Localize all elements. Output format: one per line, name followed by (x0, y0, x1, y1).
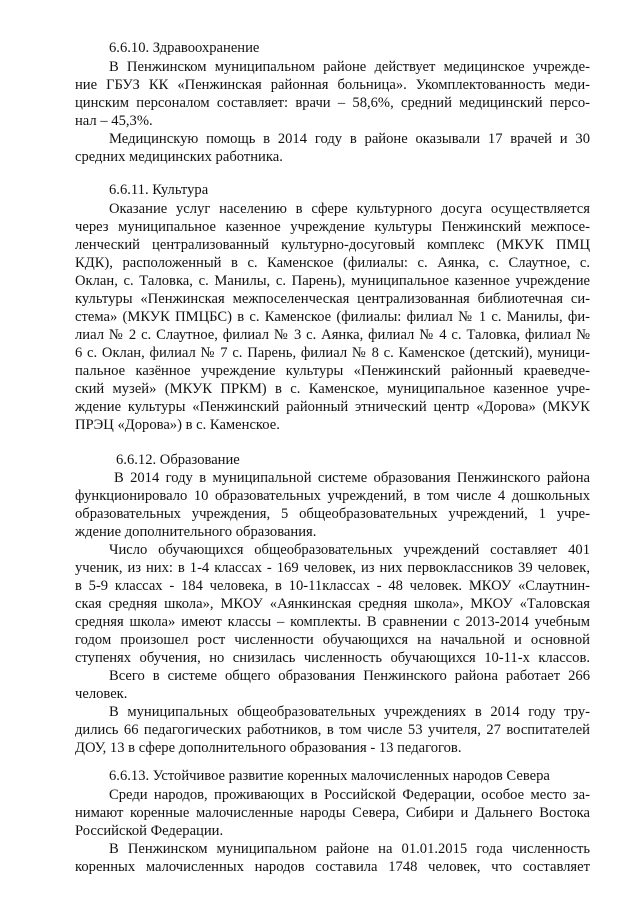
paragraph-line: Медицинскую помощь в 2014 году в районе оказывали 17 врачей и 30 (109, 131, 590, 147)
paragraph-line: человек. (75, 686, 128, 702)
paragraph-line: Всего в системе общего образования Пенжинского района работает 266 (109, 668, 590, 684)
section-heading-health: 6.6.10. Здравоохранение (109, 40, 260, 56)
paragraph-line: нал – 45,3%. (75, 113, 153, 129)
paragraph-line: средняя школа» имеют классы – комплекты. В сравнении с 2013-2014 учебным (75, 614, 590, 630)
paragraph-line: Оклан, с. Таловка, с. Манилы, с. Парень), муниципальное казенное учреждение (75, 273, 590, 289)
paragraph-line: пальное казённое учреждение культуры «Пенжинский районный краеведче- (75, 363, 590, 379)
section-heading-indigenous: 6.6.13. Устойчивое развитие коренных малочисленных народов Севера (109, 768, 550, 784)
paragraph-line: ступенях обучения, но снизилась численность обучающихся 10-11-х классов. (75, 650, 590, 666)
paragraph-line: через муниципальное казенное учреждение культуры Пенжинский межпосе- (75, 219, 590, 235)
paragraph-line: ПРЭЦ «Дорова») в с. Каменское. (75, 417, 280, 433)
paragraph-line: В Пенжинском муниципальном районе на 01.01.2015 года численность (109, 841, 590, 857)
paragraph-line: образовательных учреждения, 5 общеобразовательных учреждений, 1 учре- (75, 506, 590, 522)
paragraph-line: ние ГБУЗ КК «Пенжинская районная больница». Укомплектованность меди- (75, 77, 590, 93)
paragraph-line: цинским персоналом составляет: врачи – 58,6%, средний медицинский персо- (75, 95, 590, 111)
paragraph-line: нимают коренные малочисленные народы Севера, Сибири и Дальнего Востока (75, 805, 590, 821)
paragraph-line: ский музей» (МКУК ПРКМ) в с. Каменское, муниципальное казенное учре- (75, 381, 590, 397)
section-heading-education: 6.6.12. Образование (116, 452, 240, 468)
paragraph-line: годом произошел рост численности обучающихся на начальной и основной (75, 632, 590, 648)
paragraph-line: ская средняя школа», МКОУ «Аянкинская средняя школа», МКОУ «Таловская (75, 596, 590, 612)
section-heading-culture: 6.6.11. Культура (109, 182, 209, 198)
paragraph-line: КДК), расположенный в с. Каменское (филиалы: с. Аянка, с. Слаутное, с. (75, 255, 590, 271)
paragraph-line: ждение дополнительного образования. (75, 524, 317, 540)
paragraph-line: культуры «Пенжинская межпоселенческая централизованная библиотечная си- (75, 291, 590, 307)
paragraph-line: Число обучающихся общеобразовательных учреждений составляет 401 (109, 542, 590, 558)
paragraph-line: ждение культуры «Пенжинский районный этнический центр «Дорова» (МКУК (75, 399, 590, 415)
paragraph-line: 6 с. Оклан, филиал № 7 с. Парень, филиал № 8 с. Каменское (детский), муници- (75, 345, 590, 361)
paragraph-line: Российской Федерации. (75, 823, 224, 839)
paragraph-line: дились 66 педагогических работников, в том числе 53 учителя, 27 воспитателей (75, 722, 590, 738)
paragraph-line: функционировало 10 образовательных учреждений, в том числе 4 дошкольных (75, 488, 590, 504)
paragraph-line: ДОУ, 13 в сфере дополнительного образования - 13 педагогов. (75, 740, 462, 756)
paragraph-line: ученик, из них: в 1-4 классах - 169 человек, из них первоклассников 39 человек, (75, 560, 590, 576)
paragraph-line: Среди народов, проживающих в Российской Федерации, особое место за- (109, 787, 590, 803)
paragraph-line: стема» (МКУК ПМЦБС) в с. Каменское (филиалы: филиал № 1 с. Манилы, фи- (75, 309, 590, 325)
paragraph-line: Оказание услуг населению в сфере культурного досуга осуществляется (109, 201, 590, 217)
paragraph-line: средних медицинских работника. (75, 149, 283, 165)
paragraph-line: В муниципальных общеобразовательных учреждениях в 2014 году тру- (109, 704, 590, 720)
paragraph-line: коренных малочисленных народов составила 1748 человек, что составляет (75, 859, 590, 875)
paragraph-line: в 5-9 классах - 184 человека, в 10-11классах - 48 человек. МКОУ «Слаутнин- (75, 578, 590, 594)
paragraph-line: В Пенжинском муниципальном районе действует медицинское учрежде- (109, 59, 590, 75)
paragraph-line: В 2014 году в муниципальной системе образования Пенжинского района (114, 470, 590, 486)
paragraph-line: ленческий централизованный культурно-досуговый комплекс (МКУК ПМЦ (75, 237, 590, 253)
paragraph-line: лиал № 2 с. Слаутное, филиал № 3 с. Аянка, филиал № 4 с. Таловка, филиал № (75, 327, 590, 343)
